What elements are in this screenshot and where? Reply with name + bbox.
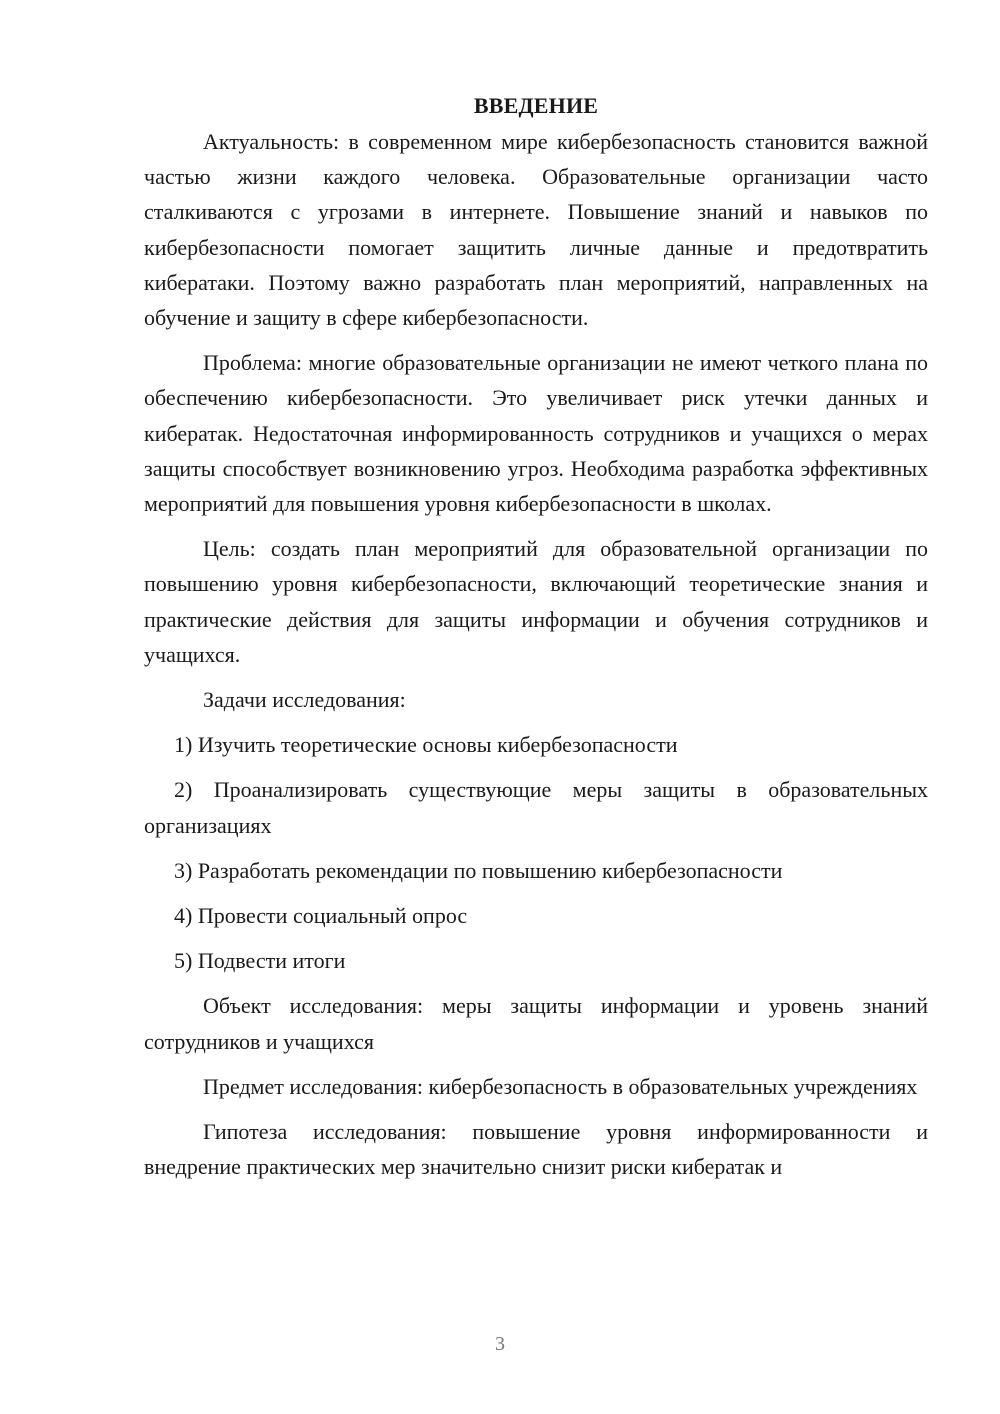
list-item: 5) Подвести итоги	[174, 948, 346, 974]
page-title: ВВЕДЕНИЕ	[473, 93, 599, 118]
list-item: 3) Разработать рекомендации по повышению кибербезопасности	[174, 857, 783, 883]
tasks-heading: Задачи исследования:	[203, 687, 406, 713]
list-item: 4) Провести социальный опрос	[174, 903, 468, 929]
hypothesis-paragraph: Гипотеза исследования: повышение уровня информированности и внедрение практических мер значительно снизит риски кибератак и	[144, 1119, 928, 1180]
page-number: 3	[495, 1333, 505, 1355]
subject-paragraph: Предмет исследования: кибербезопасность в образовательных учреждениях	[203, 1073, 918, 1099]
list-item: 2) Проанализировать существующие меры защиты в образовательных организациях	[144, 777, 928, 838]
goal-paragraph: Цель: создать план мероприятий для образовательной организации по повышению уровня кибербезопасности, включающий теоретические знания и практические действия для защиты информации и обучения сотрудников и учащихся.	[144, 536, 928, 667]
tasks-list	[144, 727, 928, 978]
relevance-paragraph: Актуальность: в современном мире кибербезопасность становится важной частью жизни каждого человека. Образовательные организации часто сталкиваются с угрозами в интернете. Повышение знаний и навыков по кибербезопасности помогает защитить личные данные и предотвратить кибератаки. Поэтому важно разработать план мероприятий, направленных на обучение и защиту в сфере кибербезопасности.	[144, 129, 928, 331]
object-paragraph: Объект исследования: меры защиты информации и уровень знаний сотрудников и учащихся	[144, 993, 928, 1054]
problem-paragraph: Проблема: многие образовательные организации не имеют четкого плана по обеспечению кибербезопасности. Это увеличивает риск утечки данных и кибератак. Недостаточная информированность сотрудников и учащихся о мерах защиты способствует возникновению угроз. Необходима разработка эффективных мероприятий для повышения уровня кибербезопасности в школах.	[144, 350, 928, 517]
list-item: 1) Изучить теоретические основы кибербезопасности	[174, 732, 678, 758]
document-page	[144, 88, 928, 1194]
